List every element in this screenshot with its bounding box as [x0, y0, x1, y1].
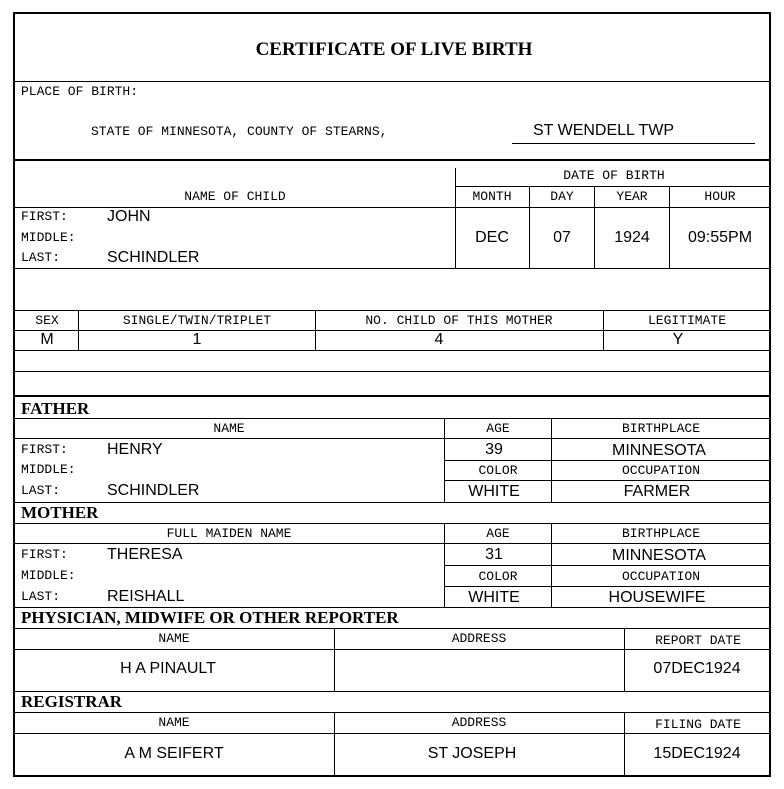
day-label: DAY [550, 189, 574, 204]
father-occupation-label: OCCUPATION [621, 463, 701, 478]
divider [444, 460, 771, 461]
mother-birthplace: MINNESOTA [612, 547, 706, 564]
divider [15, 268, 771, 269]
physician-name-label: NAME [158, 631, 190, 646]
certificate-title: CERTIFICATE OF LIVE BIRTH [255, 39, 533, 60]
divider [15, 523, 771, 524]
father-section-title: FATHER [21, 399, 90, 418]
divider [15, 395, 771, 397]
father-first-name: HENRY [107, 441, 163, 458]
divider [624, 628, 625, 691]
father-color: WHITE [468, 483, 520, 500]
mother-first-label: FIRST: [21, 547, 68, 562]
child-middle-label: MIDDLE: [21, 230, 76, 245]
birth-hour: 09:55PM [687, 229, 753, 246]
divider [15, 371, 771, 372]
divider [15, 733, 771, 734]
child-last-label: LAST: [21, 250, 61, 265]
child-first-name: JOHN [107, 208, 151, 225]
report-date: 07DEC1924 [653, 660, 741, 677]
month-label: MONTH [472, 189, 512, 204]
report-date-label: REPORT DATE [655, 633, 741, 648]
registrar-name: A M SEIFERT [124, 745, 224, 762]
plurality-label: SINGLE/TWIN/TRIPLET [122, 313, 272, 328]
divider [603, 310, 604, 350]
birth-year: 1924 [614, 229, 650, 246]
divider [15, 649, 771, 650]
registrar-address-label: ADDRESS [451, 715, 507, 730]
divider [455, 168, 456, 269]
mother-name-label: FULL MAIDEN NAME [166, 526, 292, 541]
year-label: YEAR [616, 189, 648, 204]
filing-date-label: FILING DATE [655, 717, 741, 732]
physician-address-label: ADDRESS [451, 631, 507, 646]
mother-section-title: MOTHER [21, 503, 99, 522]
date-of-birth-label: DATE OF BIRTH [563, 168, 665, 183]
divider [15, 502, 771, 503]
father-color-label: COLOR [478, 463, 518, 478]
divider [455, 186, 771, 187]
mother-last-label: LAST: [21, 589, 61, 604]
divider [15, 418, 771, 419]
divider [15, 81, 771, 82]
father-birthplace-label: BIRTHPLACE [621, 421, 701, 436]
legitimate-label: LEGITIMATE [647, 313, 727, 328]
state-county-text: STATE OF MINNESOTA, COUNTY OF STEARNS, [91, 124, 388, 139]
divider [78, 310, 79, 350]
father-birthplace: MINNESOTA [612, 442, 706, 459]
father-occupation: FARMER [623, 483, 691, 500]
child-number-value: 4 [434, 331, 444, 348]
plurality-value: 1 [192, 331, 202, 348]
child-last-name: SCHINDLER [107, 249, 200, 266]
divider [15, 628, 771, 629]
father-last-name: SCHINDLER [107, 482, 200, 499]
divider [444, 480, 771, 481]
father-middle-label: MIDDLE: [21, 462, 76, 477]
name-of-child-label: NAME OF CHILD [184, 189, 286, 204]
father-age-label: AGE [486, 421, 510, 436]
child-number-label: NO. CHILD OF THIS MOTHER [365, 313, 553, 328]
sex-value: M [40, 331, 54, 348]
mother-occupation-label: OCCUPATION [621, 569, 701, 584]
township-value: ST WENDELL TWP [533, 122, 675, 139]
registrar-address: ST JOSEPH [427, 745, 517, 762]
divider [15, 330, 771, 331]
father-first-label: FIRST: [21, 442, 68, 457]
divider [15, 310, 771, 311]
divider [15, 159, 771, 161]
sex-label: SEX [35, 313, 59, 328]
divider [529, 186, 530, 269]
place-of-birth-label: PLACE OF BIRTH: [21, 84, 139, 99]
divider [669, 186, 670, 269]
registrar-name-label: NAME [158, 715, 190, 730]
township-underline [512, 143, 755, 144]
mother-middle-label: MIDDLE: [21, 568, 76, 583]
divider [624, 712, 625, 777]
mother-color: WHITE [468, 589, 520, 606]
mother-age: 31 [485, 546, 503, 563]
divider [315, 310, 316, 350]
physician-name: H A PINAULT [120, 660, 216, 677]
divider [444, 565, 771, 566]
registrar-section-title: REGISTRAR [21, 692, 123, 711]
divider [15, 691, 771, 692]
birth-certificate [13, 12, 771, 777]
filing-date: 15DEC1924 [653, 745, 741, 762]
divider [334, 628, 335, 691]
physician-section-title: PHYSICIAN, MIDWIFE OR OTHER REPORTER [21, 608, 399, 627]
mother-first-name: THERESA [107, 546, 183, 563]
legitimate-value: Y [672, 331, 684, 348]
birth-day: 07 [553, 229, 571, 246]
mother-color-label: COLOR [478, 569, 518, 584]
child-first-label: FIRST: [21, 209, 68, 224]
birth-month: DEC [475, 229, 509, 246]
hour-label: HOUR [704, 189, 736, 204]
father-name-label: NAME [213, 421, 245, 436]
divider [594, 186, 595, 269]
mother-age-label: AGE [486, 526, 510, 541]
mother-birthplace-label: BIRTHPLACE [621, 526, 701, 541]
father-last-label: LAST: [21, 483, 61, 498]
father-age: 39 [485, 441, 503, 458]
divider [15, 350, 771, 351]
divider [334, 712, 335, 777]
divider [15, 712, 771, 713]
mother-occupation: HOUSEWIFE [608, 589, 706, 606]
divider [15, 438, 771, 439]
mother-last-name: REISHALL [107, 588, 185, 605]
divider [15, 543, 771, 544]
divider [444, 586, 771, 587]
